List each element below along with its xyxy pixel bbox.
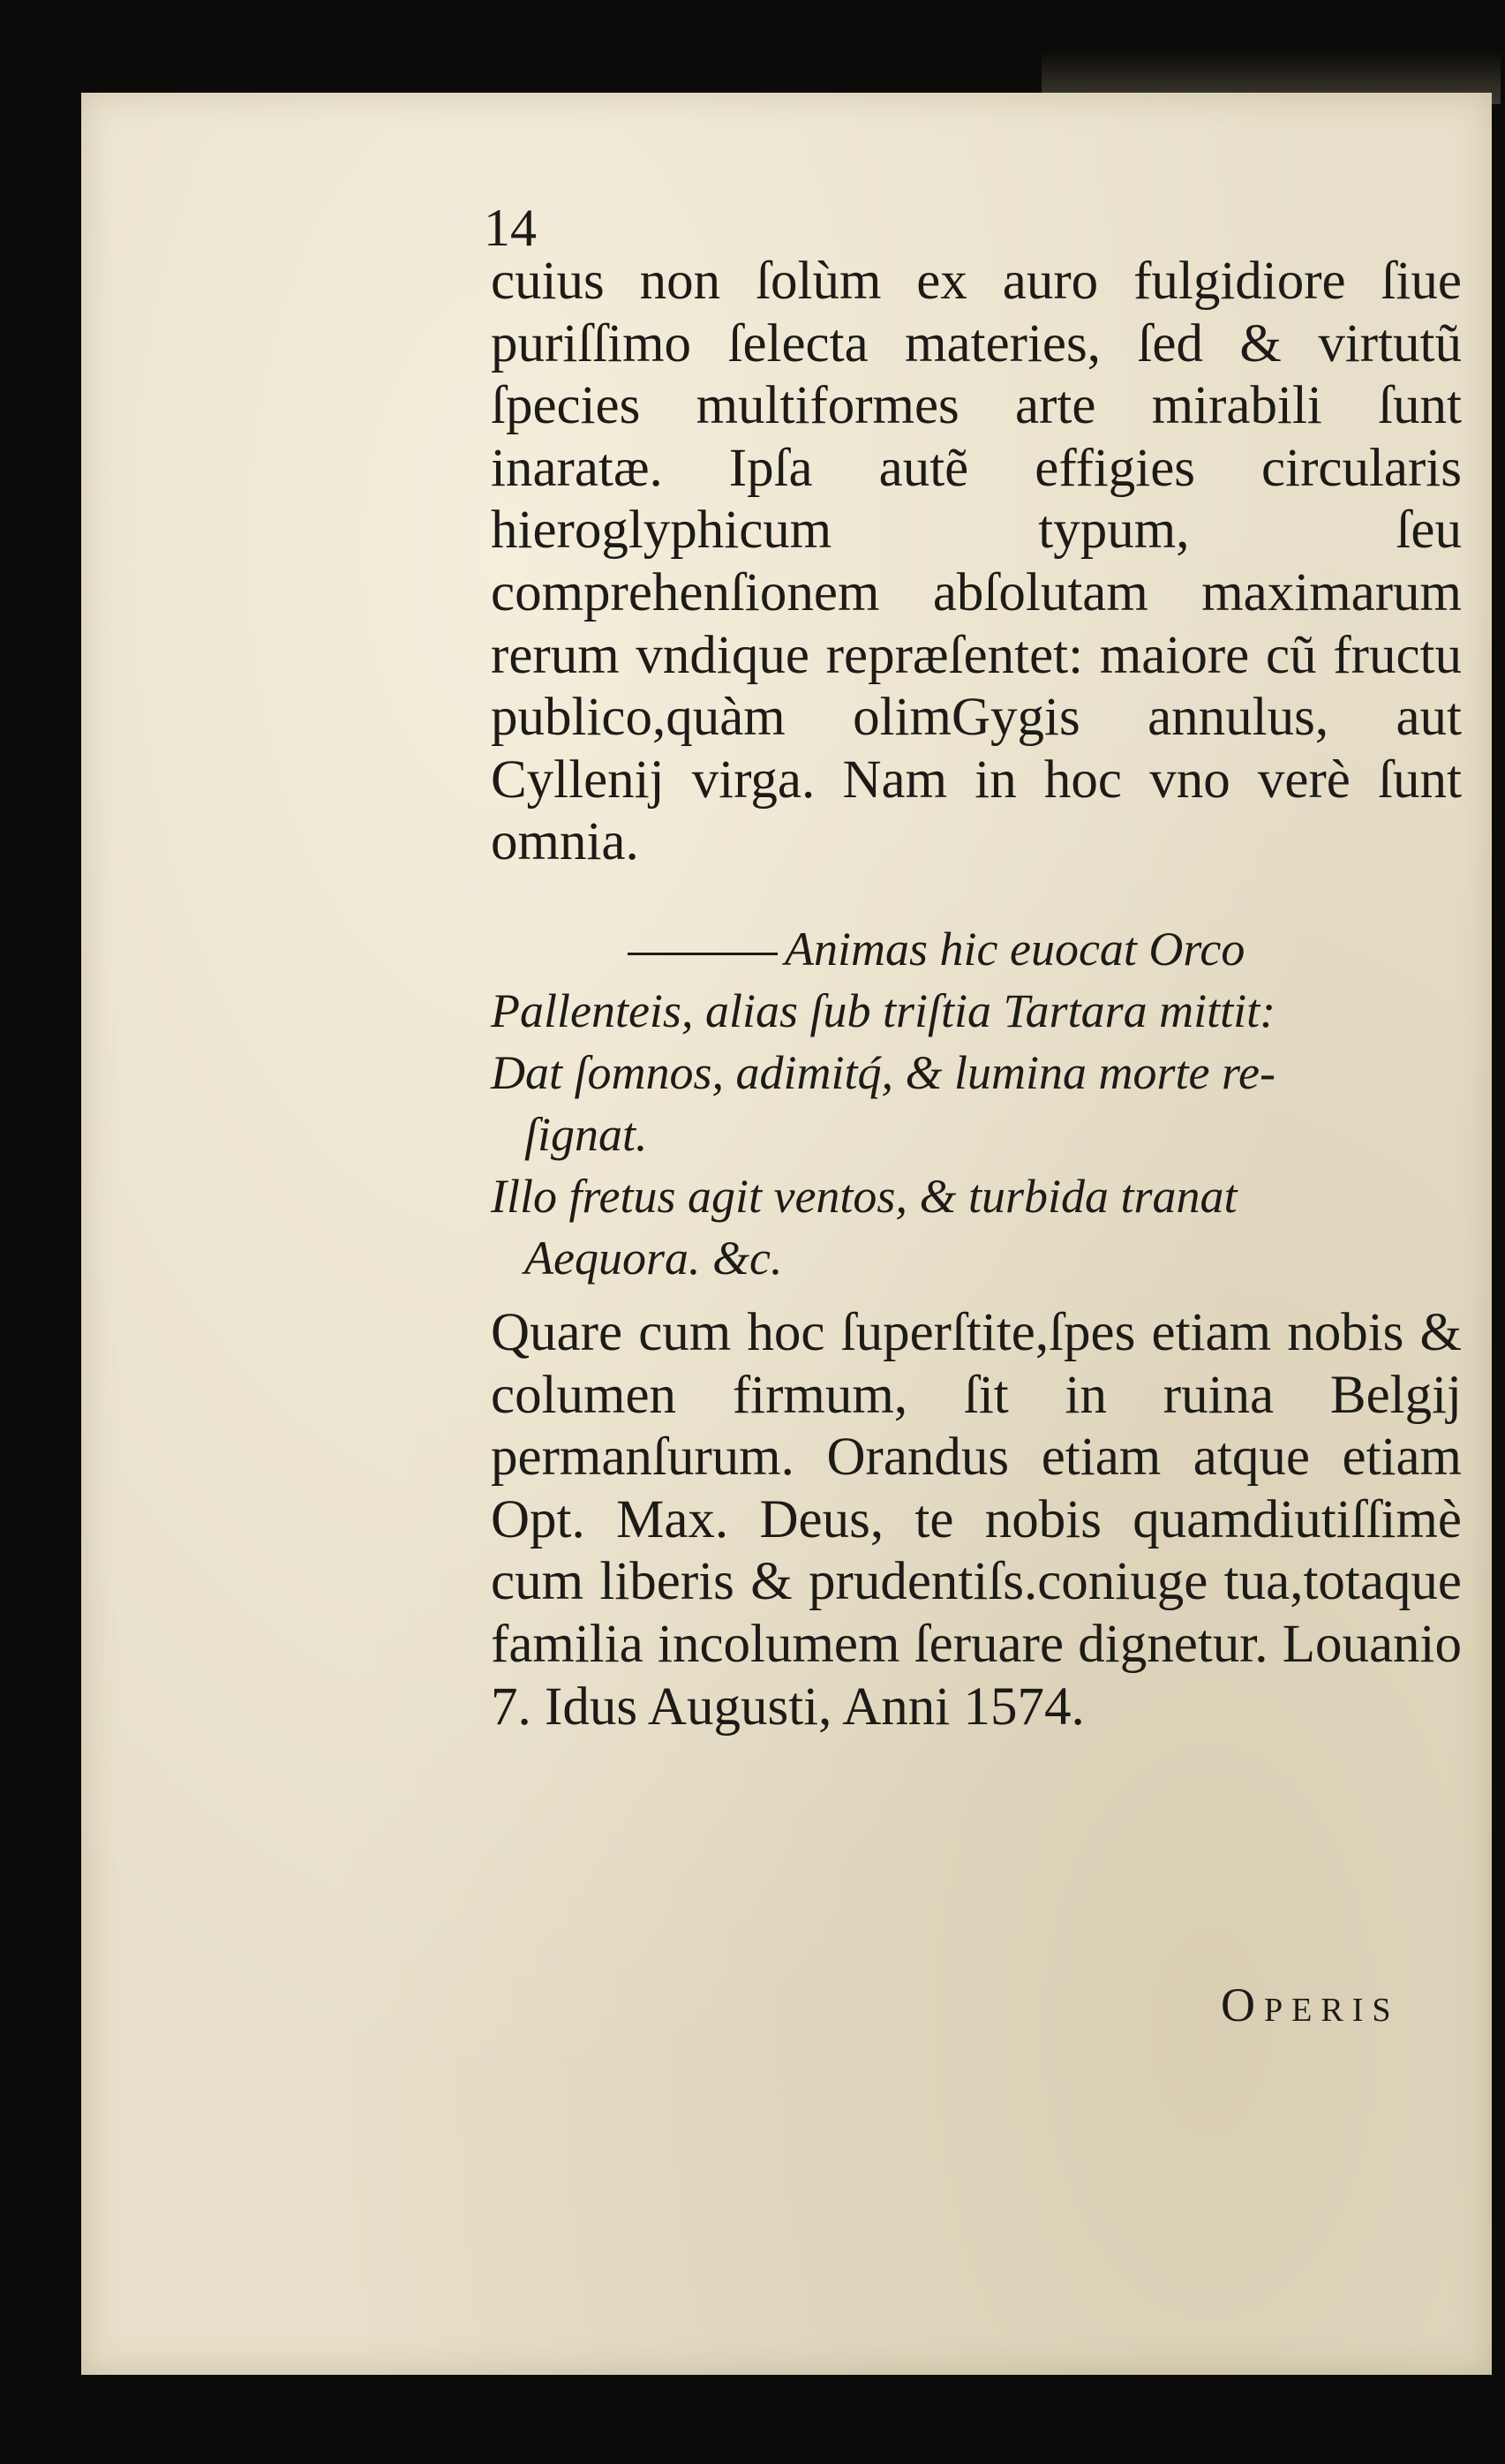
paragraph-1: cuius non ſolùm ex auro fulgidiore ſiue puriſſimo ſelecta materies, ſed & virtutũ ſpecies multiformes arte mirabili ſunt inaratæ. Ipſa autẽ effigies circularis hieroglyphicum typum, ſeu comprehenſionem abſolutam maximarum rerum vndique repræſentet: maiore cũ fructu publico,quàm olimGygis annulus, aut Cyllenij virga. Nam in hoc vno verè ſunt omnia.	[491, 252, 1462, 872]
verse-line-5: Illo fretus agit ventos, & turbida tranat	[491, 1170, 1238, 1223]
verse-line-2: Pallenteis, alias ſub triſtia Tartara mittit:	[491, 984, 1276, 1037]
paragraph-2: Quare cum hoc ſuperſtite,ſpes etiam nobis & columen firmum, ſit in ruina Belgij permanſurum. Orandus etiam atque etiam Opt. Max. Deus, te nobis quamdiutiſſimè cum liberis & prudentiſs.coniuge tua,totaque familia incolumem ſeruare dignetur. Louanio 7. Idus Augusti, Anni 1574.	[491, 1303, 1462, 1737]
verse-line-1	[491, 918, 1462, 980]
verse-line-3: Dat ſomnos, adimitq́, & lumina morte re-	[491, 1046, 1275, 1099]
verse-block	[491, 918, 1462, 1289]
catchword: Operis	[1221, 1978, 1400, 2031]
verse-text-1: Animas hic euocat Orco	[785, 923, 1245, 976]
page-number: 14	[484, 199, 537, 257]
verse-line-4: ſignat.	[524, 1108, 648, 1161]
em-dash-rule	[628, 953, 778, 955]
verse-line-6: Aequora. &c.	[524, 1232, 783, 1285]
